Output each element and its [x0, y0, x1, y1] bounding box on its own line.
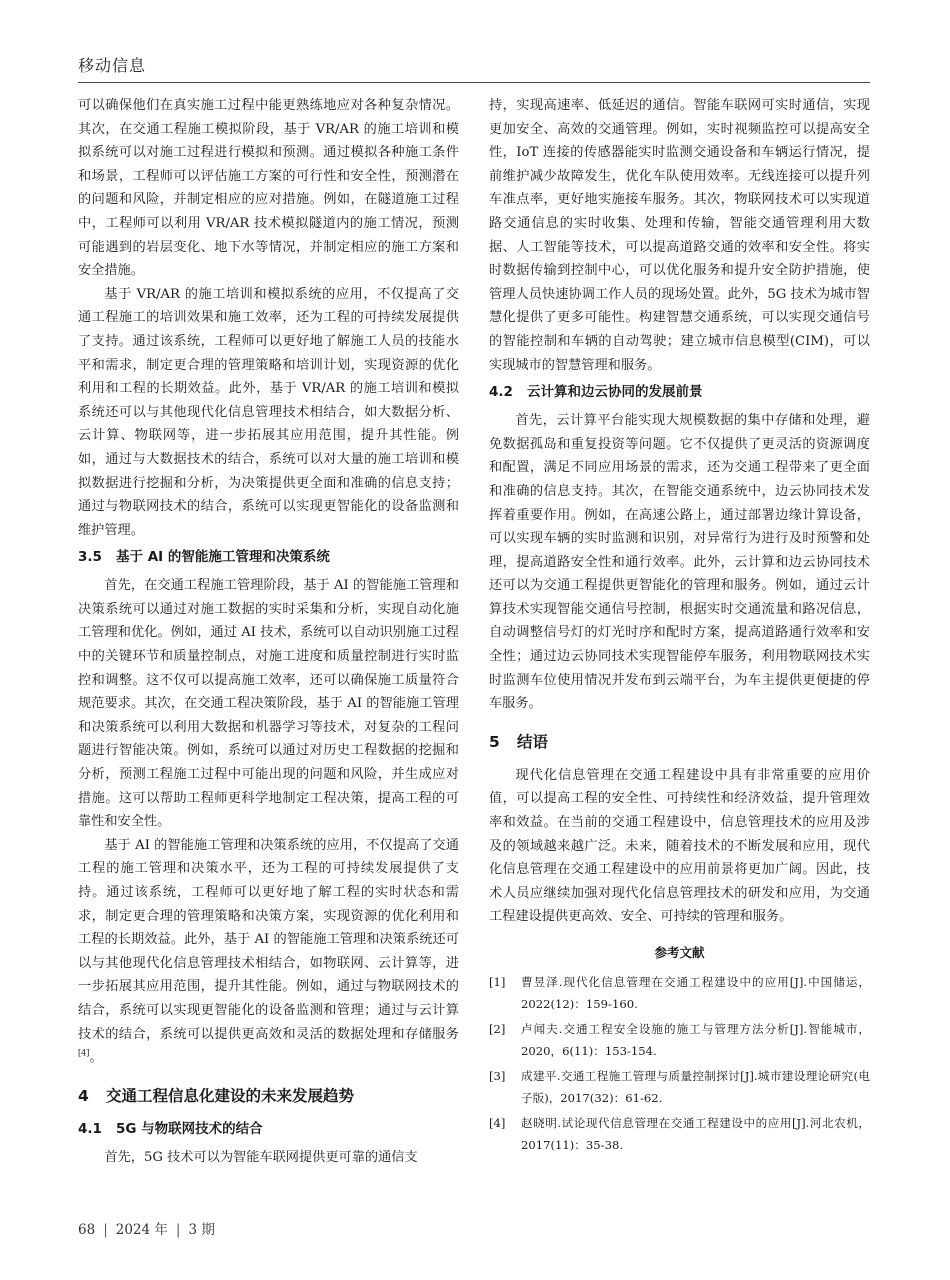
reference-number: [3] [489, 1069, 506, 1083]
section-number: 4 [78, 1086, 89, 1105]
section-heading-5 [489, 730, 870, 754]
reference-text: 成建平.交通工程施工管理与质量控制探讨[J].城市建设理论研究(电子版)，2017(32)：61-62. [521, 1069, 870, 1105]
paragraph: 持，实现高速率、低延迟的通信。智能车联网可实时通信，实现更加安全、高效的交通管理。例如，实时视频监控可以提高安全性，IoT 连接的传感器能实时监测交通设备和车辆运行情况，提前维护减少故障发生，优化车队使用效率。无线连接可以提升列车准点率，更好地实施接车服务。其次，物联网技术可以实现道路交通信息的实时收集、处理和传输，智能交通管理利用大数据、人工智能等技术，可以提高道路交通的效率和安全性。将实时数据传输到控制中心，可以优化服务和提升安全防护措施，使管理人员快速协调工作人员的现场处置。此外，5G 技术为城市智慧化提供了更多可能性。构建智慧交通系统，可以实现交通信号的智能控制和车辆的自动驾驶；建立城市信息模型(CIM)，可以实现城市的智慧管理和服务。 [489, 98, 870, 373]
section-heading-4-2 [489, 381, 870, 403]
section-heading-4 [78, 1084, 459, 1108]
reference-item [489, 1065, 870, 1109]
section-number: 5 [489, 732, 500, 751]
reference-item [489, 1018, 870, 1062]
footer-year: 2024 年 [115, 1222, 168, 1238]
section-heading-3-5 [78, 546, 459, 568]
reference-number: [2] [489, 1022, 506, 1036]
reference-text: 卢闻夫.交通工程安全设施的施工与管理方法分析[J].智能城市，2020，6(11)：153-154. [521, 1022, 870, 1058]
references-title: 参考文献 [654, 945, 705, 960]
footer-separator: | [175, 1222, 181, 1238]
section-title: 结语 [517, 732, 549, 751]
citation-link[interactable]: [4] [78, 1048, 90, 1058]
paragraph: 首先，在交通工程施工管理阶段，基于 AI 的智能施工管理和决策系统可以通过对施工数据的实时采集和分析，实现自动化施工管理和优化。例如，通过 AI 技术，系统可以自动识别施工过程中的关键环节和质量控制点，对施工进度和质量控制进行实时监控和调整。这不仅可以提高施工效率，还可以确保施工质量符合规范要求。其次，在交通工程决策阶段，基于 AI 的智能施工管理和决策系统可以利用大数据和机器学习等技术，对复杂的工程问题进行智能决策。例如，系统可以通过对历史工程数据的挖掘和分析，预测工程施工过程中可能出现的问题和风险，并生成应对措施。这可以帮助工程师更科学地制定工程决策，提高工程的可靠性和安全性。 [78, 578, 459, 830]
paragraph: 现代化信息管理在交通工程建设中具有非常重要的应用价值，可以提高工程的安全性、可持续性和经济效益，提升管理效率和效益。在当前的交通工程建设中，信息管理技术的应用及涉及的领域越来越广泛。未来，随着技术的不断发展和应用，现代化信息管理在交通工程建设中的应用前景将更加广阔。因此，技术人员应继续加强对现代化信息管理技术的研发和应用，为交通工程建设提供更高效、安全、可持续的管理和服务。 [489, 767, 870, 925]
reference-number: [1] [489, 975, 506, 989]
section-title: 云计算和边云协同的发展前景 [527, 384, 703, 401]
page-number: 68 [78, 1222, 96, 1238]
left-column [78, 94, 459, 1169]
reference-text: 曹昱泽.现代化信息管理在交通工程建设中的应用[J].中国储运，2022(12)：159-160. [521, 975, 870, 1011]
paragraph [78, 834, 459, 1070]
section-title: 5G 与物联网技术的结合 [116, 1120, 263, 1137]
right-column [489, 94, 870, 1159]
paragraph: 首先，云计算平台能实现大规模数据的集中存储和处理，避免数据孤岛和重复投资等问题。它不仅提供了更灵活的资源调度和配置，满足不同应用场景的需求，还为交通工程带来了更全面和准确的信息支持。其次，在智能交通系统中，边云协同技术发挥着重要作用。例如，在高速公路上，通过部署边缘计算设备，可以实现车辆的实时监测和识别，对异常行为进行及时预警和处理，提高道路安全性和通行效率。此外，云计算和边云协同技术还可以为交通工程提供更智能化的管理和服务。例如，通过云计算技术实现智能交通信号控制，根据实时交通流量和路况信息，自动调整信号灯的灯光时序和配时方案，提高道路通行效率和安全性；通过边云协同技术实现智能停车服务，利用物联网技术实时监测车位使用情况并发布到云端平台，为车主提供更便捷的停车服务。 [489, 413, 870, 712]
page-footer [78, 1218, 215, 1238]
paragraph: 基于 VR/AR 的施工培训和模拟系统的应用，不仅提高了交通工程施工的培训效果和施工效率，还为工程的可持续发展提供了支持。通过该系统，工程师可以更好地了解施工人员的技能水平和需求，制定更合理的管理策略和培训计划，实现资源的优化利用和工程的长期效益。此外，基于 VR/AR 的施工培训和模拟系统还可以与其他现代化信息管理技术相结合，如大数据分析、云计算、物联网等，进一步拓展其应用范围，提升其性能。例如，通过与大数据技术的结合，系统可以对大量的施工培训和模拟数据进行挖掘和分析，为决策提供更全面和准确的信息支持；通过与物联网技术的结合，系统可以实现更智能化的设备监测和维护管理。 [78, 286, 459, 538]
journal-header: 移动信息 [78, 56, 147, 75]
header-rule [78, 82, 870, 83]
reference-number: [4] [489, 1116, 506, 1130]
section-title: 交通工程信息化建设的未来发展趋势 [106, 1086, 355, 1105]
paragraph: 可以确保他们在真实施工过程中能更熟练地应对各种复杂情况。其次，在交通工程施工模拟阶段，基于 VR/AR 的施工培训和模拟系统可以对施工过程进行模拟和预测。通过模拟各种施工条件和场景，工程师可以评估施工方案的可行性和安全性，预测潜在的问题和风险，并制定相应的应对措施。例如，在隧道施工过程中，工程师可以利用 VR/AR 技术模拟隧道内的施工情况，预测可能遇到的岩层变化、地下水等情况，并制定相应的施工方案和安全措施。 [78, 98, 459, 279]
paragraph: 首先，5G 技术可以为智能车联网提供更可靠的通信支 [104, 1149, 418, 1165]
section-number: 3.5 [78, 549, 102, 566]
paragraph-text: 基于 AI 的智能施工管理和决策系统的应用，不仅提高了交通工程的施工管理和决策水平，还为工程的可持续发展提供了支持。通过该系统，工程师可以更好地了解工程的实时状态和需求，制定更合理的管理策略和决策方案，实现资源的优化利用和工程的长期效益。此外，基于 AI 的智能施工管理和决策系统还可以与其他现代化信息管理技术相结合，如物联网、云计算等，进一步拓展其应用范围，提升其性能。例如，通过与物联网技术的结合，系统可以实现更智能化的设备监测和管理；通过与云计算技术的结合，系统可以提供更高效和灵活的数据处理和存储服务 [78, 837, 459, 1042]
section-title: 基于 AI 的智能施工管理和决策系统 [116, 549, 330, 566]
section-number: 4.1 [78, 1120, 102, 1137]
reference-item [489, 971, 870, 1015]
reference-item [489, 1112, 870, 1156]
section-heading-4-1 [78, 1118, 459, 1140]
paragraph-end: 。 [89, 1050, 103, 1066]
footer-issue: 3 期 [188, 1222, 215, 1238]
reference-text: 赵晓明.试论现代信息管理在交通工程建设中的应用[J].河北农机，2017(11)：35-38. [521, 1116, 870, 1152]
footer-separator: | [103, 1222, 108, 1238]
section-number: 4.2 [489, 384, 513, 401]
